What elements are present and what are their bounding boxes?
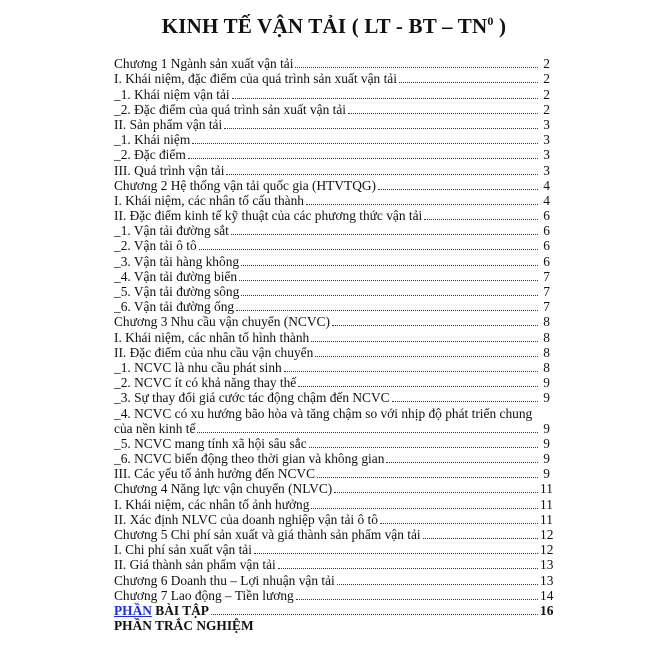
- toc-entry-text: III. Quá trình vận tải: [114, 162, 225, 178]
- toc-entry-text: Chương 6 Doanh thu – Lợi nhuận vận tải: [114, 572, 335, 588]
- toc-entry-text: _3. Vận tải hàng không: [114, 253, 240, 269]
- document-title: [0, 14, 668, 39]
- dot-leader: [399, 82, 538, 83]
- toc-entry-text: Chương 7 Lao động – Tiền lương: [114, 587, 294, 603]
- table-of-contents: [114, 56, 554, 634]
- dot-leader: [211, 614, 538, 615]
- toc-entry[interactable]: [114, 511, 553, 527]
- dot-leader: [392, 401, 538, 402]
- dot-leader: [241, 265, 538, 266]
- toc-entry[interactable]: [114, 466, 550, 481]
- dot-leader: [236, 310, 538, 311]
- toc-page-number: 2: [543, 56, 550, 72]
- dot-leader: [241, 295, 538, 296]
- dot-leader: [231, 234, 538, 235]
- dot-leader: [232, 98, 538, 99]
- toc-entry[interactable]: [114, 421, 550, 436]
- dot-leader: [188, 158, 538, 159]
- toc-page-number: 13: [540, 572, 554, 588]
- toc-entry[interactable]: [114, 269, 550, 284]
- toc-entry[interactable]: [114, 132, 550, 147]
- dot-leader: [334, 492, 538, 493]
- dot-leader: [348, 113, 538, 114]
- dot-leader: [380, 523, 538, 524]
- toc-page-number: 9: [543, 375, 550, 391]
- toc-entry[interactable]: [114, 238, 550, 253]
- dot-leader: [306, 204, 538, 205]
- toc-page-number: 9: [543, 451, 550, 467]
- dot-leader: [296, 599, 538, 600]
- toc-entry-text: _1. Khái niệm vận tải: [114, 86, 230, 102]
- toc-page-number: 3: [543, 162, 550, 178]
- toc-entry-text: II. Sản phẩm vận tải: [114, 116, 223, 132]
- toc-entry-text: I. Khái niệm, đặc điểm của quá trình sản xuất vận tải: [114, 71, 397, 87]
- toc-entry-text: _6. Vận tải đường ống: [114, 299, 235, 315]
- trac-nghiem-label: PHẦN TRẮC NGHIỆM: [114, 618, 254, 634]
- toc-entry-text: I. Khái niệm, các nhân tố hình thành: [114, 329, 310, 345]
- title-end: ): [493, 14, 507, 38]
- bai-tap-label: BÀI TẬP: [151, 602, 209, 618]
- toc-page-number: 7: [543, 299, 550, 315]
- dot-leader: [337, 584, 538, 585]
- toc-entry[interactable]: [114, 405, 550, 420]
- toc-entry-text: Chương 4 Năng lực vận chuyển (NLVC): [114, 481, 333, 497]
- toc-page-number: 7: [543, 268, 550, 284]
- toc-entry-text: I. Khái niệm, các nhân tố cấu thành: [114, 192, 304, 208]
- toc-entry-text: II. Giá thành sản phẩm vận tải: [114, 557, 276, 573]
- toc-page-number: 3: [543, 132, 550, 148]
- toc-page-number: 8: [543, 329, 550, 345]
- toc-page-number: 2: [543, 86, 550, 102]
- toc-entry-text: _2. Đặc điểm: [114, 147, 186, 163]
- toc-entry[interactable]: [114, 193, 550, 208]
- title-text: KINH TẾ VẬN TẢI ( LT - BT – TN: [161, 14, 488, 38]
- toc-entry-text: _2. NCVC ít có khả năng thay thế: [114, 375, 297, 391]
- toc-entry-text: III. Các yếu tố ảnh hưởng đến NCVC: [114, 466, 316, 482]
- toc-page-number: 6: [543, 238, 550, 254]
- toc-entry[interactable]: [114, 147, 550, 162]
- toc-page-number: 9: [543, 466, 550, 482]
- toc-entry[interactable]: [114, 71, 550, 86]
- toc-page-number: 8: [543, 344, 550, 360]
- toc-entry-text: I. Chi phí sản xuất vận tải: [114, 542, 252, 558]
- toc-page-number: 3: [543, 116, 550, 132]
- dot-leader: [386, 462, 538, 463]
- toc-page-number: 11: [540, 511, 553, 527]
- toc-entry-text: Chương 5 Chi phí sản xuất và giá thành sản phẩm vận tải: [114, 527, 421, 542]
- title-superscript: 0: [487, 14, 494, 28]
- toc-page-number: 11: [540, 496, 553, 512]
- toc-entry[interactable]: [114, 162, 550, 177]
- toc-entry-text: _3. Sự thay đổi giá cước tác động chậm đến NCVC: [114, 390, 390, 406]
- dot-leader: [284, 371, 538, 372]
- dot-leader: [378, 189, 538, 190]
- toc-entry[interactable]: [114, 542, 554, 558]
- toc-entry[interactable]: [114, 390, 550, 405]
- toc-entry-text: II. Đặc điểm kinh tế kỹ thuật của các phương thức vận tải: [114, 208, 423, 224]
- toc-entry[interactable]: [114, 86, 550, 101]
- toc-entry[interactable]: [114, 253, 550, 268]
- dot-leader: [226, 174, 538, 175]
- phan-link[interactable]: PHẦN: [114, 602, 152, 618]
- dot-leader: [239, 280, 538, 281]
- toc-entry[interactable]: [114, 329, 550, 344]
- toc-entry[interactable]: [114, 345, 550, 360]
- toc-entry-trac-nghiem[interactable]: [114, 618, 550, 633]
- toc-page-number: 8: [543, 314, 550, 330]
- toc-entry[interactable]: [114, 436, 550, 451]
- dot-leader: [332, 325, 538, 326]
- toc-page-number: 7: [543, 284, 550, 299]
- toc-entry-text: _5. Vận tải đường sông: [114, 284, 240, 299]
- toc-entry[interactable]: [114, 178, 550, 193]
- toc-page-number: 11: [540, 481, 553, 497]
- toc-entry-text: I. Khái niệm, các nhân tố ảnh hưởng: [114, 496, 310, 512]
- toc-page-number: 6: [543, 208, 550, 224]
- toc-entry-bai-tap[interactable]: [114, 602, 554, 618]
- toc-page-number: 9: [543, 435, 550, 451]
- toc-entry[interactable]: [114, 284, 550, 299]
- toc-entry-text: của nền kinh tế: [114, 420, 196, 436]
- toc-entry[interactable]: [114, 208, 550, 223]
- toc-entry-text: Chương 1 Ngành sản xuất vận tải: [114, 56, 294, 72]
- dot-leader: [315, 356, 538, 357]
- toc-entry[interactable]: [114, 557, 554, 573]
- dot-leader: [295, 67, 538, 68]
- toc-page-number: 4: [543, 192, 550, 208]
- toc-entry[interactable]: [114, 572, 554, 588]
- toc-entry[interactable]: [114, 481, 553, 497]
- dot-leader: [199, 249, 538, 250]
- dot-leader: [311, 341, 538, 342]
- dot-leader: [197, 432, 538, 433]
- toc-entry[interactable]: [114, 223, 550, 238]
- toc-page-number: 12: [540, 542, 554, 558]
- toc-page-number: 16: [540, 602, 554, 618]
- toc-entry-text: _2. Vận tải ô tô: [114, 238, 197, 254]
- toc-page-number: 9: [543, 420, 550, 436]
- toc-page-number: 9: [543, 390, 550, 406]
- dot-leader: [423, 538, 538, 539]
- dot-leader: [254, 553, 538, 554]
- toc-entry[interactable]: [114, 496, 553, 512]
- toc-page-number: 3: [543, 147, 550, 163]
- toc-entry[interactable]: [114, 314, 550, 329]
- toc-entry[interactable]: [114, 451, 550, 466]
- toc-page-number: 13: [540, 557, 554, 573]
- toc-entry-text: Chương 3 Nhu cầu vận chuyển (NCVC): [114, 314, 330, 330]
- toc-entry[interactable]: [114, 587, 554, 603]
- toc-page-number: 14: [540, 587, 554, 603]
- toc-entry-text: _2. Đặc điểm của quá trình sản xuất vận tải: [114, 101, 347, 117]
- toc-page-number: 8: [543, 359, 550, 375]
- dot-leader: [311, 508, 538, 509]
- toc-entry-text: _4. Vận tải đường biển: [114, 268, 238, 284]
- toc-page-number: 6: [543, 223, 550, 239]
- toc-entry-text: _1. Vận tải đường sắt: [114, 223, 229, 239]
- toc-page-number: 12: [540, 527, 554, 542]
- dot-leader: [309, 447, 538, 448]
- toc-page-number: 6: [543, 253, 550, 269]
- toc-entry-text: _1. NCVC là nhu cầu phát sinh: [114, 359, 282, 375]
- dot-leader: [424, 219, 538, 220]
- toc-entry-text: II. Đặc điểm của nhu cầu vận chuyển: [114, 344, 314, 360]
- toc-entry[interactable]: [114, 527, 554, 542]
- dot-leader: [224, 128, 538, 129]
- dot-leader: [298, 386, 538, 387]
- toc-entry[interactable]: [114, 375, 550, 390]
- toc-entry-text: _1. Khái niệm: [114, 132, 191, 148]
- toc-entry[interactable]: [114, 117, 550, 132]
- toc-entry-text: Chương 2 Hệ thống vận tải quốc gia (HTVTQG): [114, 177, 377, 193]
- toc-entry[interactable]: [114, 56, 550, 71]
- toc-entry-text: _5. NCVC mang tính xã hội sâu sắc: [114, 435, 307, 451]
- toc-page-number: 4: [543, 177, 550, 193]
- toc-entry-text: _6. NCVC biến động theo thời gian và không gian: [114, 451, 385, 467]
- toc-page-number: 2: [543, 101, 550, 117]
- toc-entry[interactable]: [114, 360, 550, 375]
- toc-page-number: 2: [543, 71, 550, 87]
- dot-leader: [317, 477, 538, 478]
- toc-entry[interactable]: [114, 299, 550, 314]
- toc-entry[interactable]: [114, 102, 550, 117]
- dot-leader: [278, 568, 538, 569]
- toc-entry-text: II. Xác định NLVC của doanh nghiệp vận tải ô tô: [114, 511, 378, 527]
- toc-entry-text: _4. NCVC có xu hướng bão hòa và tăng chậm so với nhịp độ phát triển chung: [114, 405, 533, 421]
- dot-leader: [192, 143, 538, 144]
